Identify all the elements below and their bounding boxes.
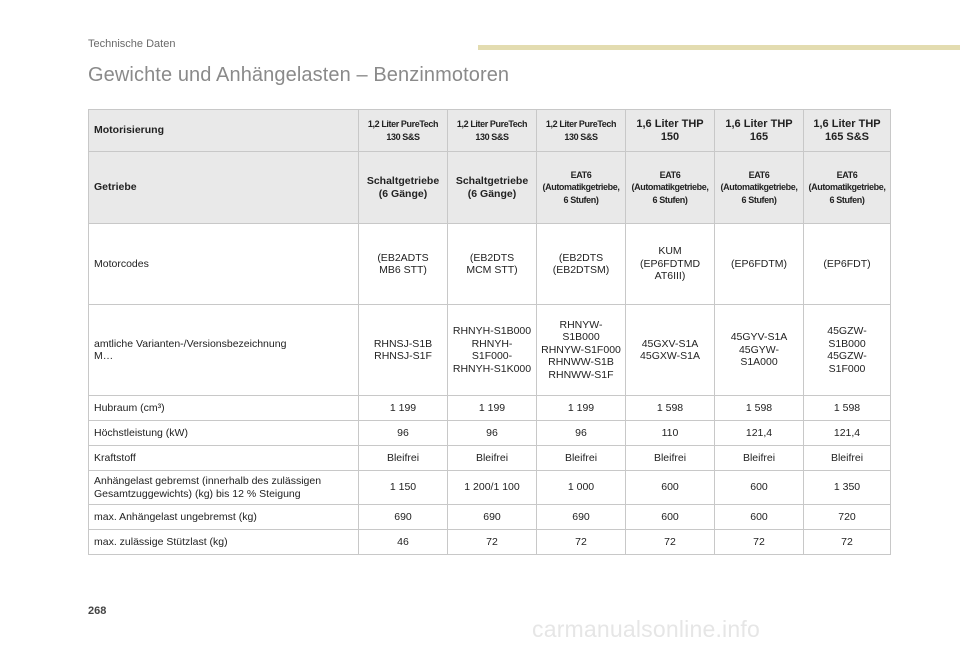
table-cell: 600 bbox=[715, 471, 804, 505]
table-cell: Bleifrei bbox=[715, 446, 804, 471]
row-label: Kraftstoff bbox=[89, 446, 359, 471]
row-label: Anhängelast gebremst (innerhalb des zulässigen Gesamtzuggewichts) (kg) bis 12 % Steigung bbox=[89, 471, 359, 505]
table-cell: KUM (EP6FDTMD AT6III) bbox=[626, 224, 715, 305]
table-cell bbox=[359, 110, 448, 152]
table-row bbox=[89, 505, 891, 530]
table-row bbox=[89, 446, 891, 471]
watermark: carmanualsonline.info bbox=[532, 616, 760, 642]
table-cell: (EB2DTS (EB2DTSM) bbox=[537, 224, 626, 305]
table-row bbox=[89, 421, 891, 446]
table-cell bbox=[626, 110, 715, 152]
table-cell: 690 bbox=[448, 505, 537, 530]
table-cell: 720 bbox=[804, 505, 891, 530]
table-cell: 72 bbox=[804, 530, 891, 555]
table-cell: Bleifrei bbox=[359, 446, 448, 471]
row-label: Getriebe bbox=[89, 152, 359, 224]
cell-text: 1,6 Liter THP 165 bbox=[725, 118, 793, 143]
table-cell: Bleifrei bbox=[537, 446, 626, 471]
table-cell: RHNYH-S1B000 RHNYH- S1F000- RHNYH-S1K000 bbox=[448, 305, 537, 396]
row-label: Höchstleistung (kW) bbox=[89, 421, 359, 446]
table-cell bbox=[626, 152, 715, 224]
table-cell: 96 bbox=[359, 421, 448, 446]
table-cell: 1 350 bbox=[804, 471, 891, 505]
row-label: max. zulässige Stützlast (kg) bbox=[89, 530, 359, 555]
table-cell bbox=[804, 110, 891, 152]
table-cell: 1 598 bbox=[626, 396, 715, 421]
table-cell: Bleifrei bbox=[448, 446, 537, 471]
table-header-row-motorisierung bbox=[89, 110, 891, 152]
table-cell: (EP6FDTM) bbox=[715, 224, 804, 305]
table-cell: 121,4 bbox=[804, 421, 891, 446]
table-cell bbox=[537, 110, 626, 152]
page-title: Gewichte und Anhängelasten – Benzinmotoren bbox=[88, 64, 510, 86]
table-cell: 72 bbox=[448, 530, 537, 555]
table-cell: 1 150 bbox=[359, 471, 448, 505]
table-cell: 121,4 bbox=[715, 421, 804, 446]
row-label: Motorcodes bbox=[89, 224, 359, 305]
table-cell bbox=[448, 110, 537, 152]
table-cell: 1 000 bbox=[537, 471, 626, 505]
table-cell: 110 bbox=[626, 421, 715, 446]
table-cell: (EP6FDT) bbox=[804, 224, 891, 305]
table-row bbox=[89, 305, 891, 396]
cell-text: 1,6 Liter THP 150 bbox=[636, 118, 704, 143]
cell-text: EAT6 (Automatikgetriebe, 6 Stufen) bbox=[808, 169, 886, 205]
cell-text: 1,2 Liter PureTech 130 S&S bbox=[456, 119, 528, 142]
table-cell bbox=[804, 152, 891, 224]
table-row bbox=[89, 530, 891, 555]
table-cell: (EB2DTS MCM STT) bbox=[448, 224, 537, 305]
page-number: 268 bbox=[88, 605, 107, 617]
table-row bbox=[89, 224, 891, 305]
table-header-row-getriebe bbox=[89, 152, 891, 224]
table-cell bbox=[537, 152, 626, 224]
cell-text: Schaltgetriebe (6 Gänge) bbox=[455, 175, 529, 200]
cell-text: EAT6 (Automatikgetriebe, 6 Stufen) bbox=[631, 169, 709, 205]
table-cell: RHNSJ-S1B RHNSJ-S1F bbox=[359, 305, 448, 396]
cell-text: Schaltgetriebe (6 Gänge) bbox=[366, 175, 440, 200]
cell-text: 1,2 Liter PureTech 130 S&S bbox=[545, 119, 617, 142]
section-label: Technische Daten bbox=[88, 38, 176, 50]
table-cell: 45GYV-S1A 45GYW- S1A000 bbox=[715, 305, 804, 396]
row-label: max. Anhängelast ungebremst (kg) bbox=[89, 505, 359, 530]
table-cell bbox=[448, 152, 537, 224]
table-cell: 45GXV-S1A 45GXW-S1A bbox=[626, 305, 715, 396]
table-cell: 96 bbox=[448, 421, 537, 446]
cell-text: 1,6 Liter THP 165 S&S bbox=[813, 118, 881, 143]
cell-text: EAT6 (Automatikgetriebe, 6 Stufen) bbox=[720, 169, 798, 205]
table-cell: Bleifrei bbox=[626, 446, 715, 471]
section-accent-bar bbox=[478, 45, 960, 50]
table-cell: 1 200/1 100 bbox=[448, 471, 537, 505]
table-cell: 1 598 bbox=[715, 396, 804, 421]
row-label: amtliche Varianten-/Versionsbezeichnung M… bbox=[89, 305, 359, 396]
cell-text: EAT6 (Automatikgetriebe, 6 Stufen) bbox=[542, 169, 620, 205]
cell-text: 1,2 Liter PureTech 130 S&S bbox=[367, 119, 439, 142]
table-cell: 600 bbox=[626, 471, 715, 505]
table-cell bbox=[715, 110, 804, 152]
table-cell bbox=[715, 152, 804, 224]
table-cell: 1 199 bbox=[537, 396, 626, 421]
row-label: Hubraum (cm³) bbox=[89, 396, 359, 421]
table-cell: 1 199 bbox=[448, 396, 537, 421]
table-cell: 600 bbox=[626, 505, 715, 530]
table-cell: 45GZW- S1B000 45GZW- S1F000 bbox=[804, 305, 891, 396]
table-cell bbox=[359, 152, 448, 224]
table-cell: 96 bbox=[537, 421, 626, 446]
table-cell: Bleifrei bbox=[804, 446, 891, 471]
specifications-table bbox=[88, 109, 891, 555]
table-row bbox=[89, 396, 891, 421]
table-row bbox=[89, 471, 891, 505]
table-cell: 690 bbox=[359, 505, 448, 530]
table-cell: 600 bbox=[715, 505, 804, 530]
table-cell: 46 bbox=[359, 530, 448, 555]
table-cell: RHNYW- S1B000 RHNYW-S1F000 RHNWW-S1B RHNWW-S1F bbox=[537, 305, 626, 396]
table-cell: 690 bbox=[537, 505, 626, 530]
table-cell: (EB2ADTS MB6 STT) bbox=[359, 224, 448, 305]
table-cell: 72 bbox=[715, 530, 804, 555]
table-cell: 72 bbox=[537, 530, 626, 555]
table-cell: 1 598 bbox=[804, 396, 891, 421]
table-cell: 72 bbox=[626, 530, 715, 555]
row-label: Motorisierung bbox=[89, 110, 359, 152]
table-cell: 1 199 bbox=[359, 396, 448, 421]
